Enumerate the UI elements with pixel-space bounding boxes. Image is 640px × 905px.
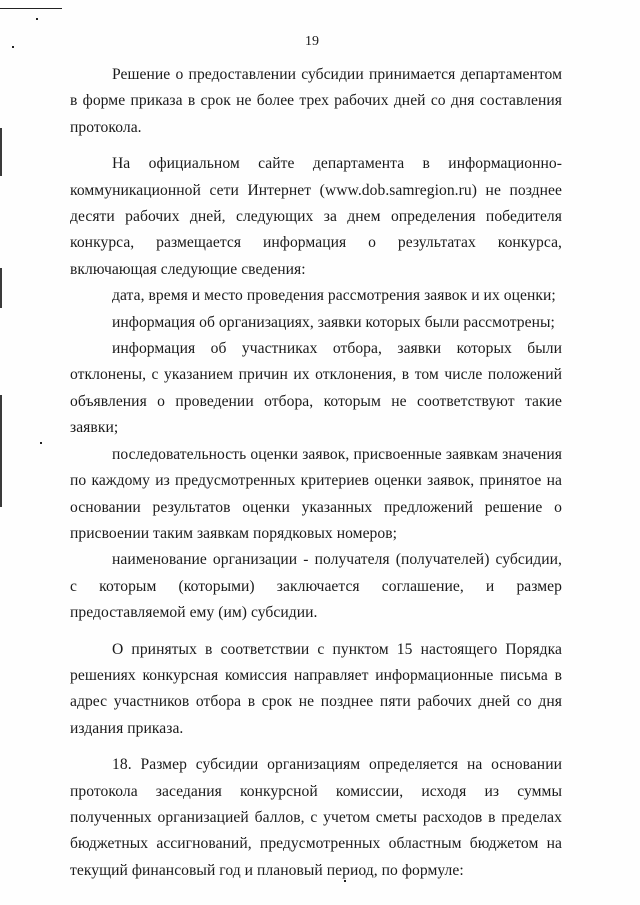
paragraph-website-info: На официальном сайте департамента в информационно-коммуникационной сети Интернет (www.dob.samregion.ru) не позднее десяти рабочих дней, следующих за днем определения победителя конкурса, размещается информация о результатах конкурса, включающая следующие сведения: <box>70 155 562 278</box>
scan-dot <box>36 18 38 20</box>
scan-mark-top <box>0 8 62 9</box>
list-item-evaluation: последовательность оценки заявок, присвоенные заявкам значения по каждому из предусмотренных критериев оценки заявок, принятое на основании результатов оценки указанных предложений решение о присвоении таким заявкам порядковых номеров; <box>70 445 562 542</box>
paragraph-subsidy-size: 18. Размер субсидии организациям определяется на основании протокола заседания конкурсной комиссии, исходя из суммы полученных организацией баллов, с учетом сметы расходов в пределах бюджетных ассигнований, предусмотренных областным бюджетом на текущий финансовый год и плановый период, по формуле: <box>70 756 562 879</box>
paragraph-notification: О принятых в соответствии с пунктом 15 настоящего Порядка решениях конкурсная комиссия направляет информационные письма в адрес участников отбора в срок не позднее пяти рабочих дней со дня издания приказа. <box>70 640 562 737</box>
scan-edge-line <box>0 395 2 507</box>
scan-dot <box>40 442 42 444</box>
scan-edge-line <box>0 268 2 308</box>
list-item-organizations: информация об организациях, заявки которых были рассмотрены; <box>112 313 555 331</box>
paragraph-decision: Решение о предоставлении субсидии принимается департаментом в форме приказа в срок не более трех рабочих дней со дня составления протокола. <box>70 66 562 136</box>
list-item-rejected: информация об участниках отбора, заявки которых были отклонены, с указанием причин их отклонения, в том числе положений объявления о проведении отбора, которым не соответствуют такие заявки; <box>70 340 562 437</box>
scan-edge-line <box>0 128 2 176</box>
list-item-date-place: дата, время и место проведения рассмотрения заявок и их оценки; <box>112 287 556 305</box>
document-body <box>70 62 562 884</box>
page-number: 19 <box>305 34 319 49</box>
list-item-recipient: наименование организации - получателя (получателей) субсидии, с которым (которыми) заключается соглашение, и размер предоставляемой ему (им) субсидии. <box>70 551 562 622</box>
